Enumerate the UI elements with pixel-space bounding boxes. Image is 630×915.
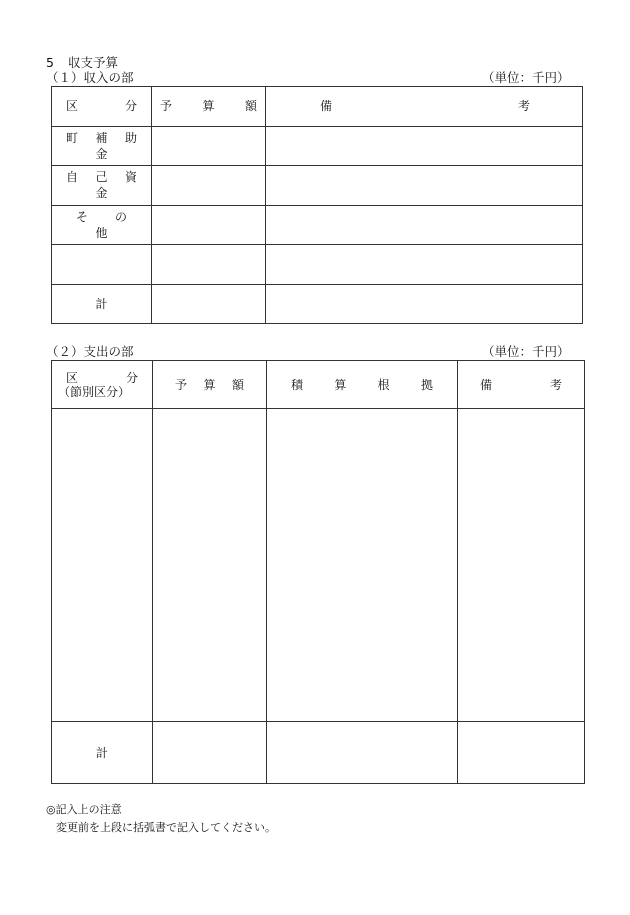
section-number: 5 [46, 55, 54, 70]
expense-header-category-sub: （節別区分） [58, 384, 131, 399]
income-table [51, 86, 583, 324]
income-remarks-subsidy[interactable] [266, 126, 583, 166]
income-header-row [52, 87, 583, 127]
income-remarks-blank[interactable] [266, 245, 583, 285]
income-label-blank[interactable] [52, 245, 152, 285]
expense-label-total: 計 [52, 722, 153, 784]
income-row-blank [52, 245, 583, 285]
income-row-subsidy [52, 126, 583, 166]
income-unit: （単位：千円） [482, 70, 570, 85]
notes-section [46, 801, 276, 837]
income-header-remarks: 備 考 [266, 87, 583, 127]
notes-body: 変更前を上段に括弧書で記入してください。 [56, 821, 276, 834]
expense-header-basis: 積 算 根 拠 [267, 361, 458, 409]
income-amount-own-funds[interactable] [152, 166, 266, 206]
expense-amount-cell[interactable] [153, 409, 267, 722]
section-title: 収支予算 [67, 55, 118, 70]
income-remarks-own-funds[interactable] [266, 166, 583, 206]
expense-category-cell[interactable] [52, 409, 153, 722]
income-amount-blank[interactable] [152, 245, 266, 285]
expense-basis-cell[interactable] [267, 409, 458, 722]
income-label-own-funds: 自 己 資 金 [52, 166, 152, 206]
income-header-category: 区 分 [52, 87, 152, 127]
expense-header-row [52, 361, 585, 409]
income-amount-other[interactable] [152, 205, 266, 245]
expense-remarks-total[interactable] [458, 722, 585, 784]
income-label-other: そ の 他 [52, 205, 152, 245]
expense-subtitle: （２）支出の部 [46, 344, 134, 359]
income-remarks-other[interactable] [266, 205, 583, 245]
income-subtitle: （１）収入の部 [46, 70, 134, 85]
income-amount-subsidy[interactable] [152, 126, 266, 166]
income-row-total [52, 284, 583, 324]
expense-body-row [52, 409, 585, 722]
income-label-subsidy: 町 補 助 金 [52, 126, 152, 166]
notes-title: ◎記入上の注意 [46, 803, 122, 816]
expense-total-row [52, 722, 585, 784]
income-amount-total[interactable] [152, 284, 266, 324]
expense-amount-total[interactable] [153, 722, 267, 784]
expense-header-remarks: 備 考 [458, 361, 585, 409]
income-row-own-funds [52, 166, 583, 206]
expense-unit: （単位：千円） [482, 344, 570, 359]
income-header-amount: 予 算 額 [152, 87, 266, 127]
expense-basis-total[interactable] [267, 722, 458, 784]
expense-table [51, 360, 585, 784]
expense-remarks-cell[interactable] [458, 409, 585, 722]
income-remarks-total[interactable] [266, 284, 583, 324]
income-row-other [52, 205, 583, 245]
expense-header-amount: 予 算 額 [153, 361, 267, 409]
income-label-total: 計 [52, 284, 152, 324]
expense-header-category: 区 分 （節別区分） [52, 361, 153, 409]
